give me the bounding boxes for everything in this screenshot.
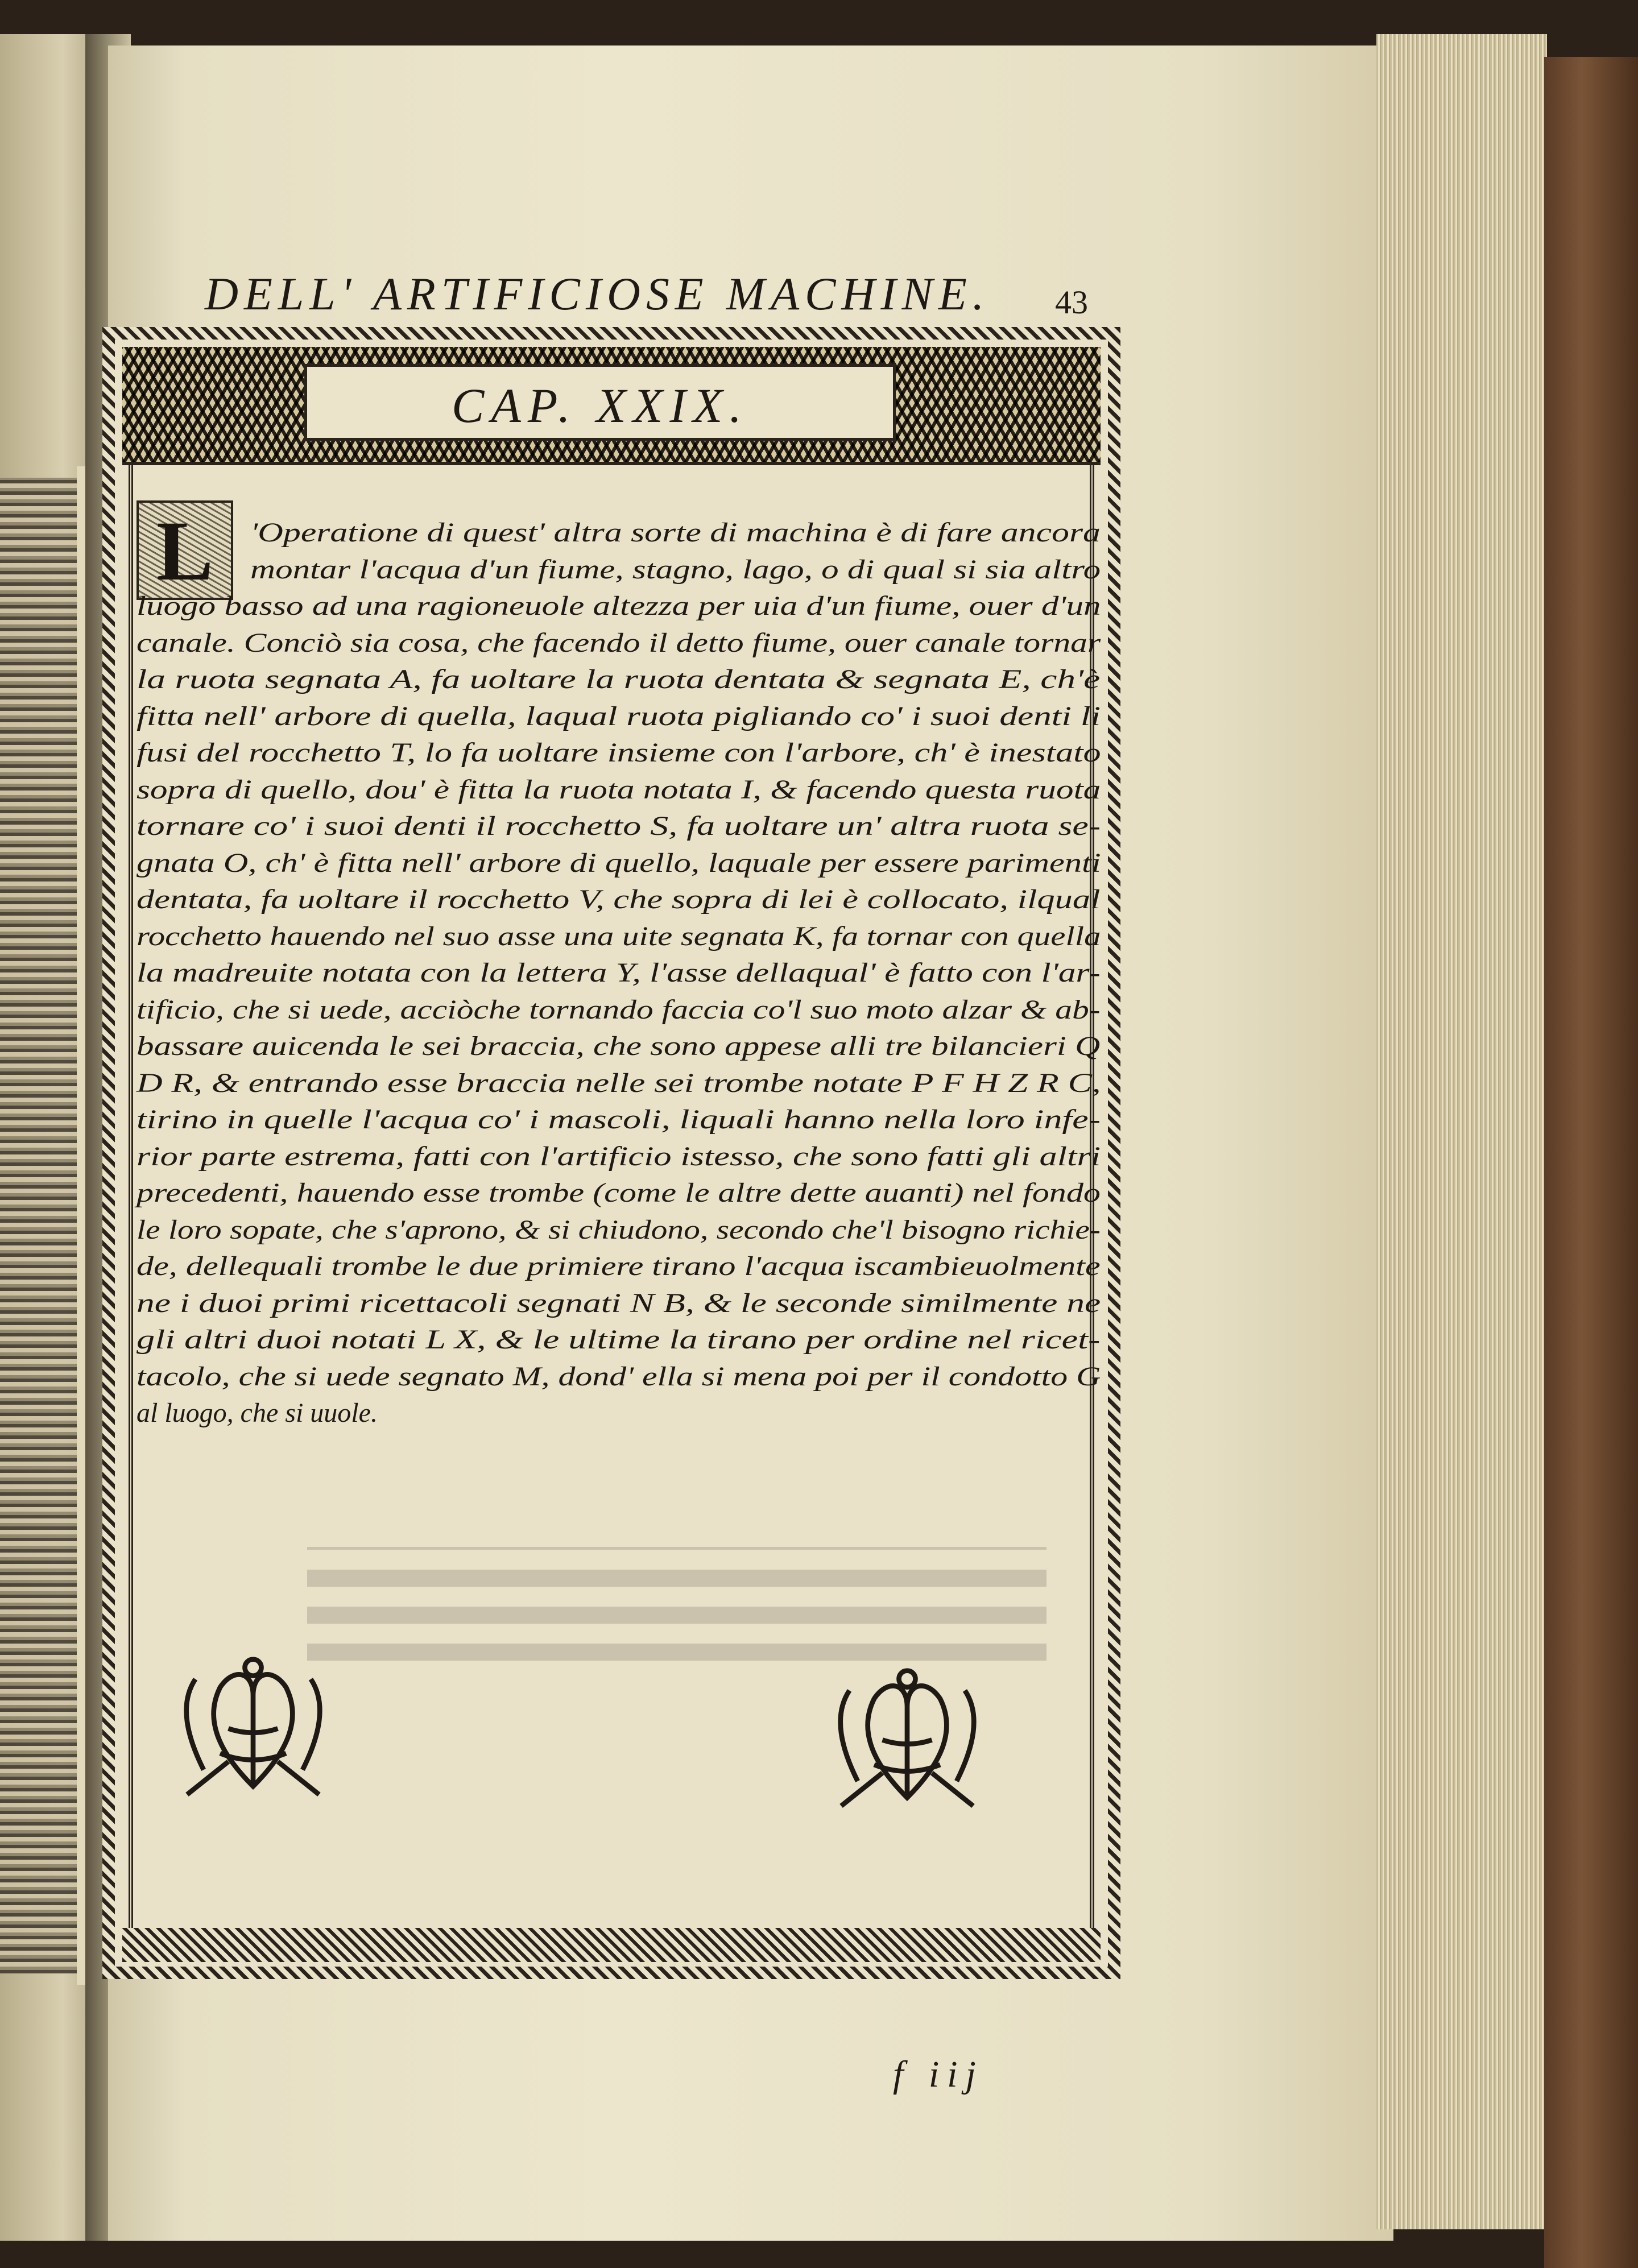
initial-letter: L — [156, 504, 214, 598]
text-line: luogo basso ad una ragioneuole altezza per uia d'un fiume, ouer d'un — [136, 591, 1101, 621]
show-through-text — [307, 1547, 1046, 1661]
text-line: tirino in quelle l'acqua co' i mascoli, liquali hanno nella loro infe- — [136, 1104, 1101, 1135]
text-line: tacolo, che si uede segnato M, dond' ella si mena poi per il condotto G — [136, 1361, 1101, 1392]
text-line: dentata, fa uoltare il rocchetto V, che sopra di lei è collocato, ilqual — [136, 884, 1101, 914]
text-line: tornare co' i suoi denti il rocchetto S, fa uoltare un' altra ruota se- — [136, 811, 1101, 841]
text-line: tificio, che si uede, acciòche tornando faccia co'l suo moto alzar & ab- — [136, 994, 1101, 1025]
text-line: rocchetto hauendo nel suo asse una uite segnata K, fa tornar con quella — [136, 921, 1101, 951]
leather-cover-edge — [1544, 57, 1638, 2268]
text-line: gnata O, ch' è fitta nell' arbore di quello, laquale per essere parimenti — [136, 847, 1101, 878]
text-line: ne i duoi primi ricettacoli segnati N B, & le seconde similmente ne — [136, 1288, 1101, 1318]
text-line: la madreuite notata con la lettera Y, l'asse dellaqual' è fatto con l'ar- — [136, 958, 1101, 988]
signature-mark: f iij — [893, 2054, 984, 2095]
page-edges — [1376, 34, 1547, 2229]
page-number: 43 — [1055, 284, 1088, 321]
chapter-cartouche — [304, 364, 896, 441]
text-line: precedenti, hauendo esse trombe (come le altre dette auanti) nel fondo — [136, 1178, 1101, 1208]
text-line: le loro sopate, che s'aprono, & si chiudono, secondo che'l bisogno richie- — [136, 1214, 1101, 1245]
footer-ornament-band — [122, 1928, 1101, 1962]
text-line: fitta nell' arbore di quella, laqual ruota pigliando co' i suoi denti li — [136, 701, 1101, 731]
text-line: canale. Conciò sia cosa, che facendo il detto fiume, ouer canale tornar — [136, 627, 1101, 658]
text-line: de, dellequali trombe le due primiere tirano l'acqua iscambieuolmente — [136, 1251, 1101, 1281]
text-line: la ruota segnata A, fa uoltare la ruota dentata & segnata E, ch'è — [136, 664, 1101, 694]
text-line: bassare auicenda le sei braccia, che sono appese alli tre bilancieri Q — [136, 1031, 1101, 1061]
text-line: gli altri duoi notati L X, & le ultime la tirano per ordine nel ricet- — [136, 1325, 1101, 1355]
running-head-title: DELL' ARTIFICIOSE MACHINE. — [205, 268, 990, 320]
fleuron-right-icon — [825, 1649, 990, 1814]
left-page-engraving — [0, 478, 77, 1973]
text-line: sopra di quello, dou' è fitta la ruota notata I, & facendo questa ruota — [136, 774, 1101, 805]
header-rule — [122, 462, 1101, 465]
text-line: 'Operatione di quest' altra sorte di machina è di fare ancora — [250, 518, 1101, 548]
text-line: fusi del rocchetto T, lo fa uoltare insieme con l'arbore, ch' è inestato — [136, 738, 1101, 768]
text-line: D R, & entrando esse braccia nelle sei trombe notate P F H Z R C, — [136, 1067, 1101, 1098]
text-line: al luogo, che si uuole. — [136, 1398, 378, 1428]
text-line: montar l'acqua d'un fiume, stagno, lago, o di qual si sia altro — [250, 554, 1101, 585]
decorated-initial — [136, 500, 233, 600]
fleuron-left-icon — [171, 1638, 336, 1803]
chapter-title: CAP. XXIX. — [451, 378, 749, 433]
text-line: rior parte estrema, fatti con l'artificio istesso, che sono fatti gli altri — [136, 1141, 1101, 1172]
